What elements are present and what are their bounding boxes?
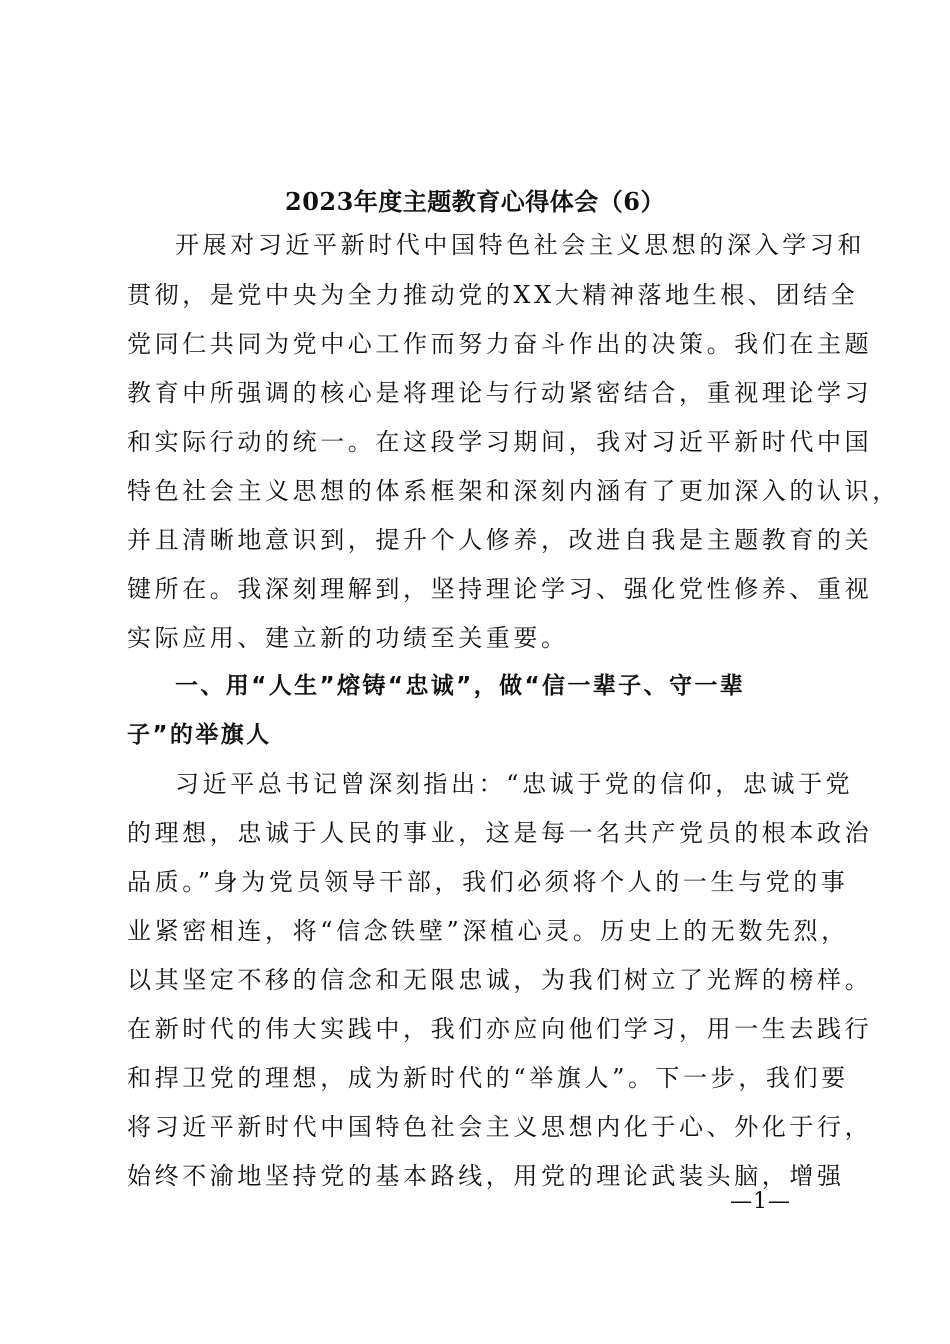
paragraph-line: 始终不渝地坚持党的基本路线，用党的理论武装头脑，增强: [127, 1162, 845, 1190]
paragraph-line: 以其坚定不移的信念和无限忠诚，为我们树立了光辉的榜样。: [127, 966, 873, 994]
paragraph-line: 特色社会主义思想的体系框架和深刻内涵有了更加深入的认识，: [127, 477, 900, 505]
paragraph-line: 在新时代的伟大实践中，我们亦应向他们学习，用一生去践行: [127, 1015, 873, 1043]
paragraph-line: 和捍卫党的理想，成为新时代的“举旗人”。下一步，我们要: [127, 1064, 849, 1092]
paragraph-line: 和实际行动的统一。在这段学习期间，我对习近平新时代中国: [127, 428, 873, 456]
paragraph-line: 业紧密相连，将“信念铁壁”深植心灵。历史上的无数先烈，: [127, 917, 849, 945]
paragraph-line: 品质。”身为党员领导干部，我们必须将个人的一生与党的事: [127, 868, 849, 896]
paragraph-line: 的理想，忠诚于人民的事业，这是每一名共产党员的根本政治: [127, 819, 873, 847]
section-heading: 一、用“人生”熔铸“忠诚”，做“信一辈子、守一辈: [175, 673, 746, 699]
paragraph-line: 将习近平新时代中国特色社会主义思想内化于心、外化于行，: [127, 1113, 873, 1141]
document-title: 2023年度主题教育心得体会（6）: [285, 187, 665, 216]
paragraph-line: 键所在。我深刻理解到，坚持理论学习、强化党性修养、重视: [127, 575, 873, 603]
section-heading: 子”的举旗人: [127, 722, 272, 748]
paragraph-line: 并且清晰地意识到，提升个人修养，改进自我是主题教育的关: [127, 526, 873, 554]
paragraph-line: 党同仁共同为党中心工作而努力奋斗作出的决策。我们在主题: [127, 330, 873, 358]
paragraph-line: 贯彻，是党中央为全力推动党的XX大精神落地生根、团结全: [127, 281, 859, 309]
paragraph-line: 实际应用、建立新的功绩至关重要。: [127, 624, 569, 652]
paragraph-line: 习近平总书记曾深刻指出：“忠诚于党的信仰，忠诚于党: [175, 770, 854, 798]
page-number: —1—: [730, 1189, 791, 1214]
paragraph-line: 教育中所强调的核心是将理论与行动紧密结合，重视理论学习: [127, 379, 873, 407]
paragraph-line: 开展对习近平新时代中国特色社会主义思想的深入学习和: [175, 231, 865, 259]
